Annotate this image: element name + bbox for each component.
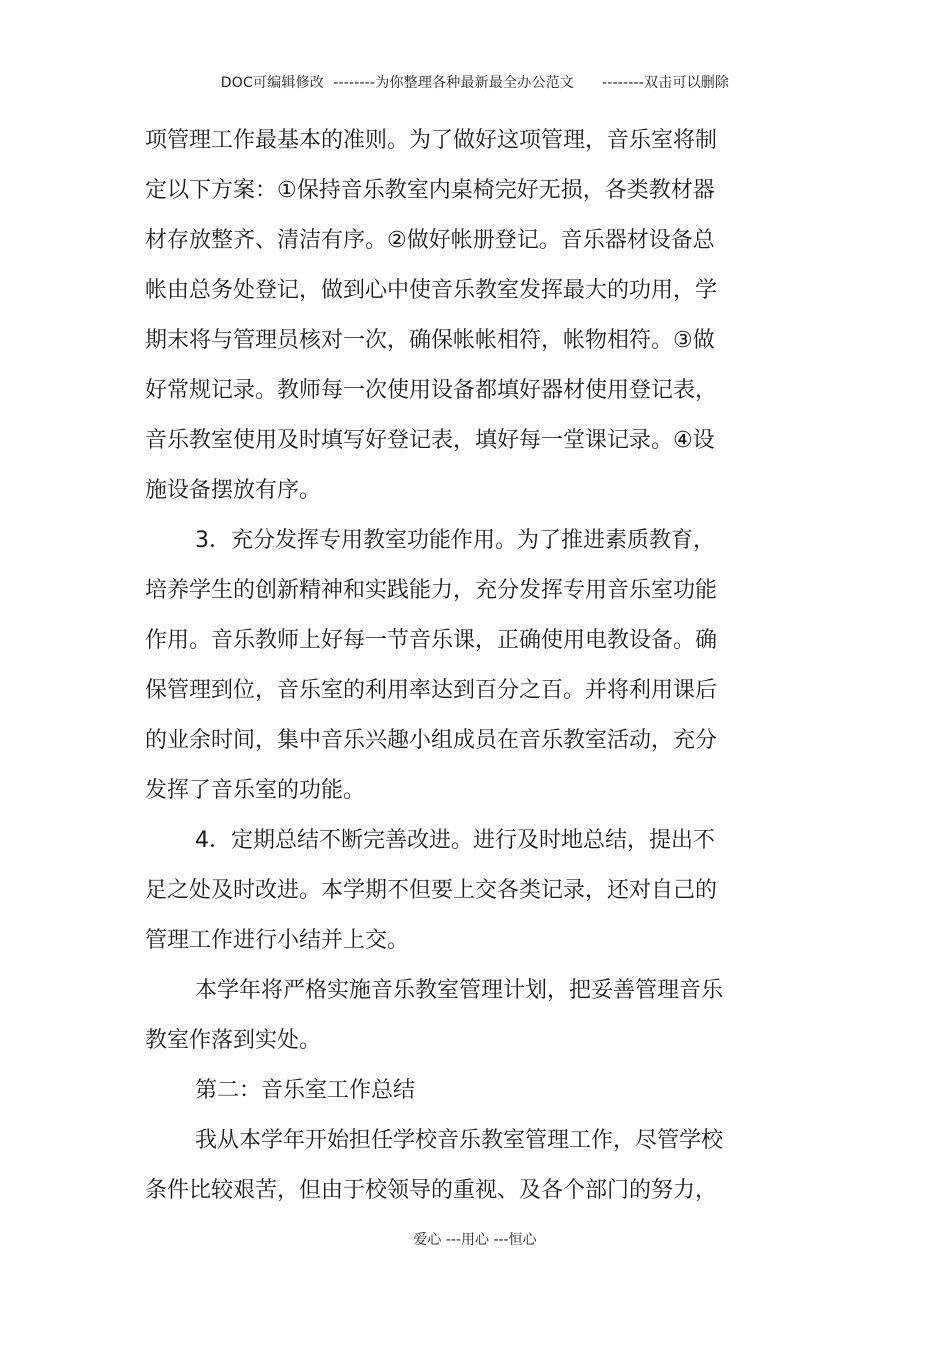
body-line: 第二：音乐室工作总结 [195,1078,416,1103]
body-line: 保管理到位，音乐室的利用率达到百分之百。并将利用课后 [145,678,718,703]
document-body [145,116,745,1216]
body-line: 条件比较艰苦，但由于校领导的重视、及各个部门的努力， [145,1178,718,1203]
body-line: 材存放整齐、清洁有序。②做好帐册登记。音乐器材设备总 [145,228,715,253]
body-line: 期末将与管理员核对一次，确保帐帐相符，帐物相符。③做 [145,328,715,353]
body-line: 项管理工作最基本的准则。为了做好这项管理，音乐室将制 [145,128,718,153]
body-line: 的业余时间，集中音乐兴趣小组成员在音乐教室活动，充分 [145,728,718,753]
body-line: 本学年将严格实施音乐教室管理计划，把妥善管理音乐 [195,978,724,1003]
body-line: 管理工作进行小结并上交。 [145,928,410,953]
body-line: 帐由总务处登记，做到心中使音乐教室发挥最大的功用，学 [145,278,718,303]
body-line: 发挥了音乐室的功能。 [145,778,366,803]
body-line: 4．定期总结不断完善改进。进行及时地总结，提出不 [195,828,715,853]
body-line: 培养学生的创新精神和实践能力，充分发挥专用音乐室功能 [145,578,718,603]
body-line: 定以下方案：①保持音乐教室内桌椅完好无损，各类教材器 [145,178,715,203]
body-line: 音乐教室使用及时填写好登记表，填好每一堂课记录。④设 [145,428,715,453]
page-footer: 爱心 ---用心 ---恒心 [413,1232,537,1248]
body-line: 足之处及时改进。本学期不但要上交各类记录，还对自己的 [145,878,718,903]
page-header: DOC可编辑修改 --------为你整理各种最新最全办公范文 --------双击可以删除 [220,75,730,91]
body-line: 3．充分发挥专用教室功能作用。为了推进素质教育， [195,528,715,553]
body-line: 我从本学年开始担任学校音乐教室管理工作，尽管学校 [195,1128,724,1153]
body-line: 好常规记录。教师每一次使用设备都填好器材使用登记表， [145,378,718,403]
body-line: 教室作落到实处。 [145,1028,322,1053]
body-line: 施设备摆放有序。 [145,478,322,503]
body-line: 作用。音乐教师上好每一节音乐课，正确使用电教设备。确 [145,628,718,653]
